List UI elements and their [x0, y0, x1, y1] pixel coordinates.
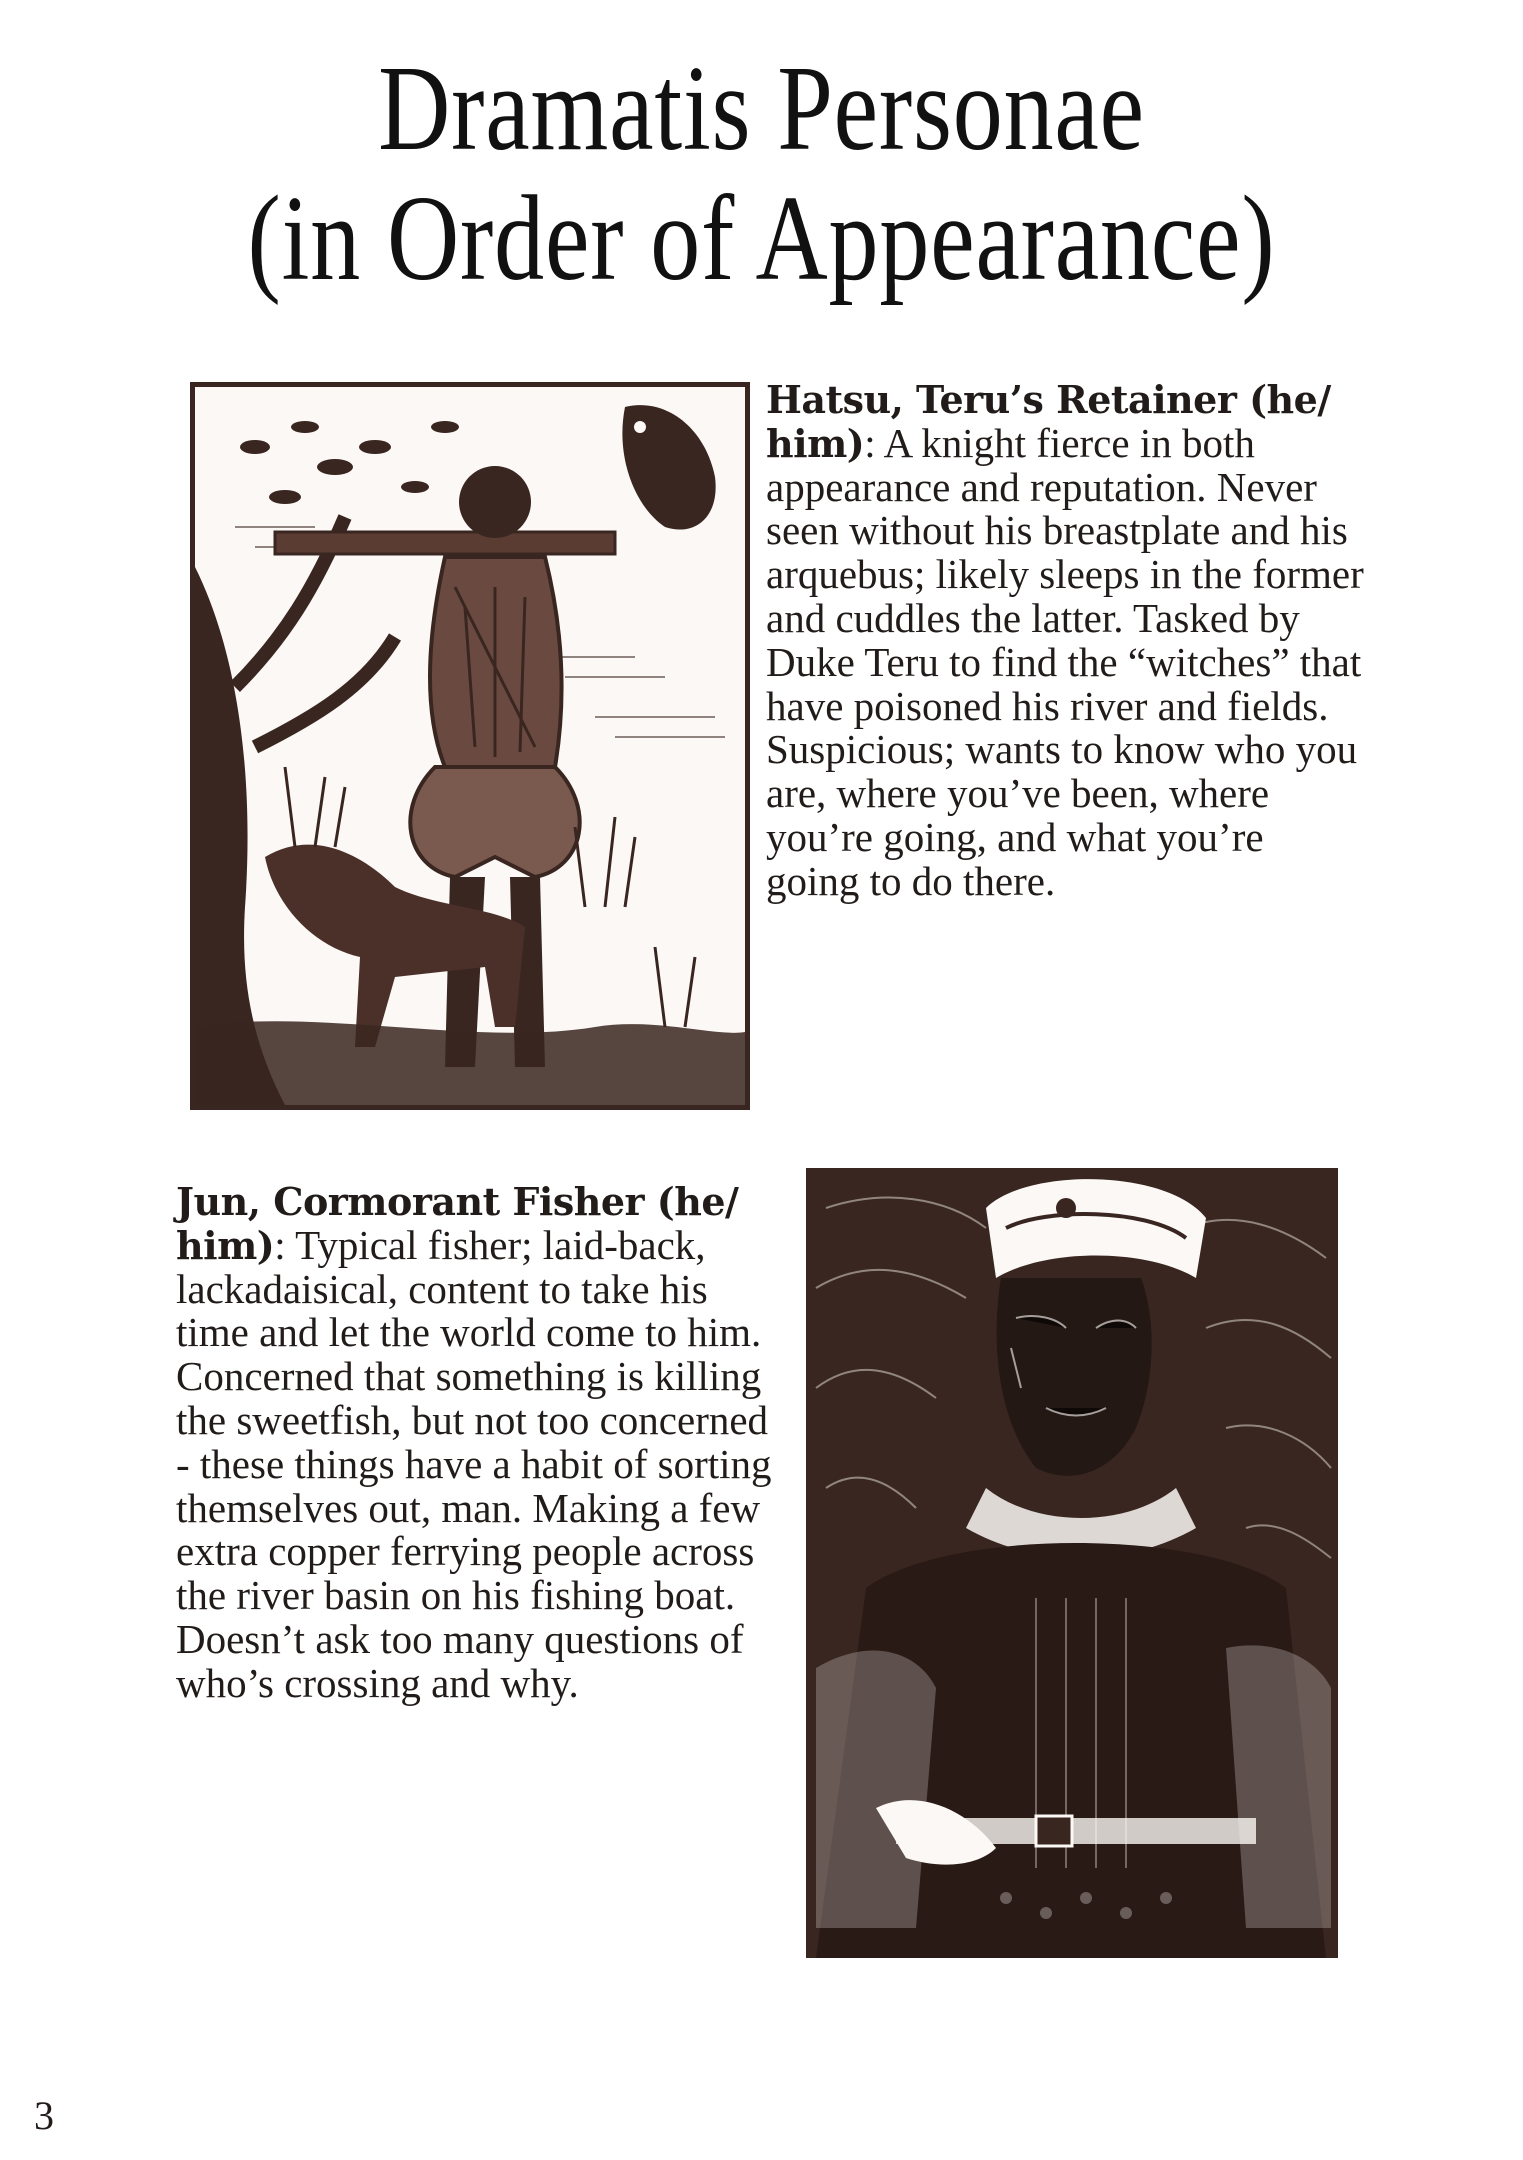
page-title-line-2: (in Order of Appearance): [247, 171, 1276, 306]
page-number: 3: [34, 2093, 54, 2138]
character-name-hatsu: Hatsu, Teru’s Retainer (he/ him): [766, 377, 1331, 466]
character-description-jun: : Typical fisher; laid-back, lackadaisical, content to take his time and let the world come to him. Concerned that something is killing the sweetfish, but not too concerned - these things have a habit of sorting themselves out, man. Making a few extra copper ferrying people across the river basin on his fishing boat. Doesn’t ask too many questions of who’s crossing and why.: [176, 1221, 772, 1706]
character-entry-jun: [176, 1180, 782, 1706]
page-title: [0, 41, 1523, 306]
character-entry-hatsu: [766, 378, 1366, 904]
character-name-jun: Jun, Cormorant Fisher (he/ him): [176, 1179, 739, 1268]
page-title-line-1: Dramatis Personae: [378, 41, 1145, 176]
jun-linocut-portrait: [806, 1168, 1338, 1958]
hatsu-woodcut-illustration: [190, 382, 750, 1110]
character-description-hatsu: : A knight fierce in both appearance and reputation. Never seen without his breastplate and his arquebus; likely sleeps in the former and cuddles the latter. Tasked by Duke Teru to find the “witches” that have poisoned his river and fields. Suspicious; wants to know who you are, where you’ve been, where you’re going, and what you’re going to do there.: [766, 419, 1364, 904]
